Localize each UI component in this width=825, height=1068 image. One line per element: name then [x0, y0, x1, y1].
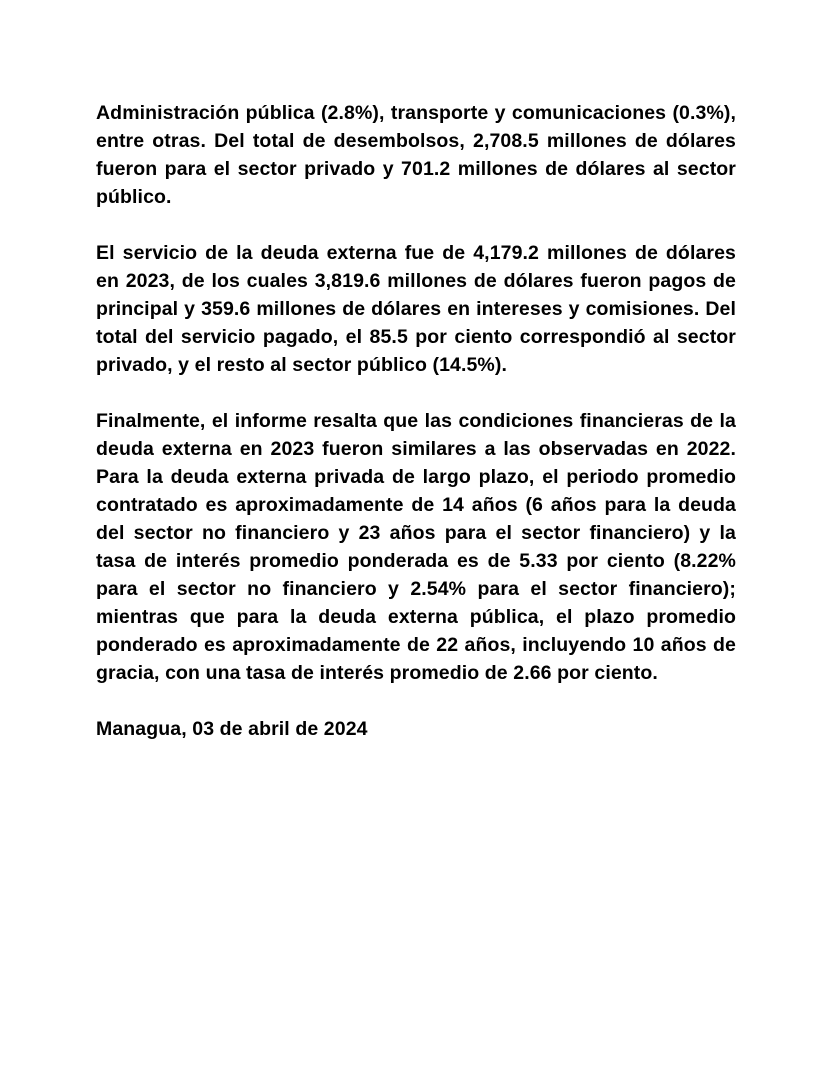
dateline: Managua, 03 de abril de 2024: [96, 718, 368, 740]
document-body-text: [96, 99, 736, 743]
paragraph-debt-service: El servicio de la deuda externa fue de 4,179.2 millones de dólares en 2023, de los cuales 3,819.6 millones de dólares fueron pagos de principal y 359.6 millones de dólares en intereses y comisiones. Del total del servicio pagado, el 85.5 por ciento correspondió al sector privado, y el resto al sector público (14.5%).: [96, 242, 736, 376]
paragraph-disbursements: Administración pública (2.8%), transporte y comunicaciones (0.3%), entre otras. Del total de desembolsos, 2,708.5 millones de dólares fueron para el sector privado y 701.2 millones de dólares al sector público.: [96, 102, 736, 208]
paragraph-financial-conditions: Finalmente, el informe resalta que las condiciones financieras de la deuda externa en 2023 fueron similares a las observadas en 2022. Para la deuda externa privada de largo plazo, el periodo promedio contratado es aproximadamente de 14 años (6 años para la deuda del sector no financiero y 23 años para el sector financiero) y la tasa de interés promedio ponderada es de 5.33 por ciento (8.22% para el sector no financiero y 2.54% para el sector financiero); mientras que para la deuda externa pública, el plazo promedio ponderado es aproximadamente de 22 años, incluyendo 10 años de gracia, con una tasa de interés promedio de 2.66 por ciento.: [96, 410, 736, 684]
